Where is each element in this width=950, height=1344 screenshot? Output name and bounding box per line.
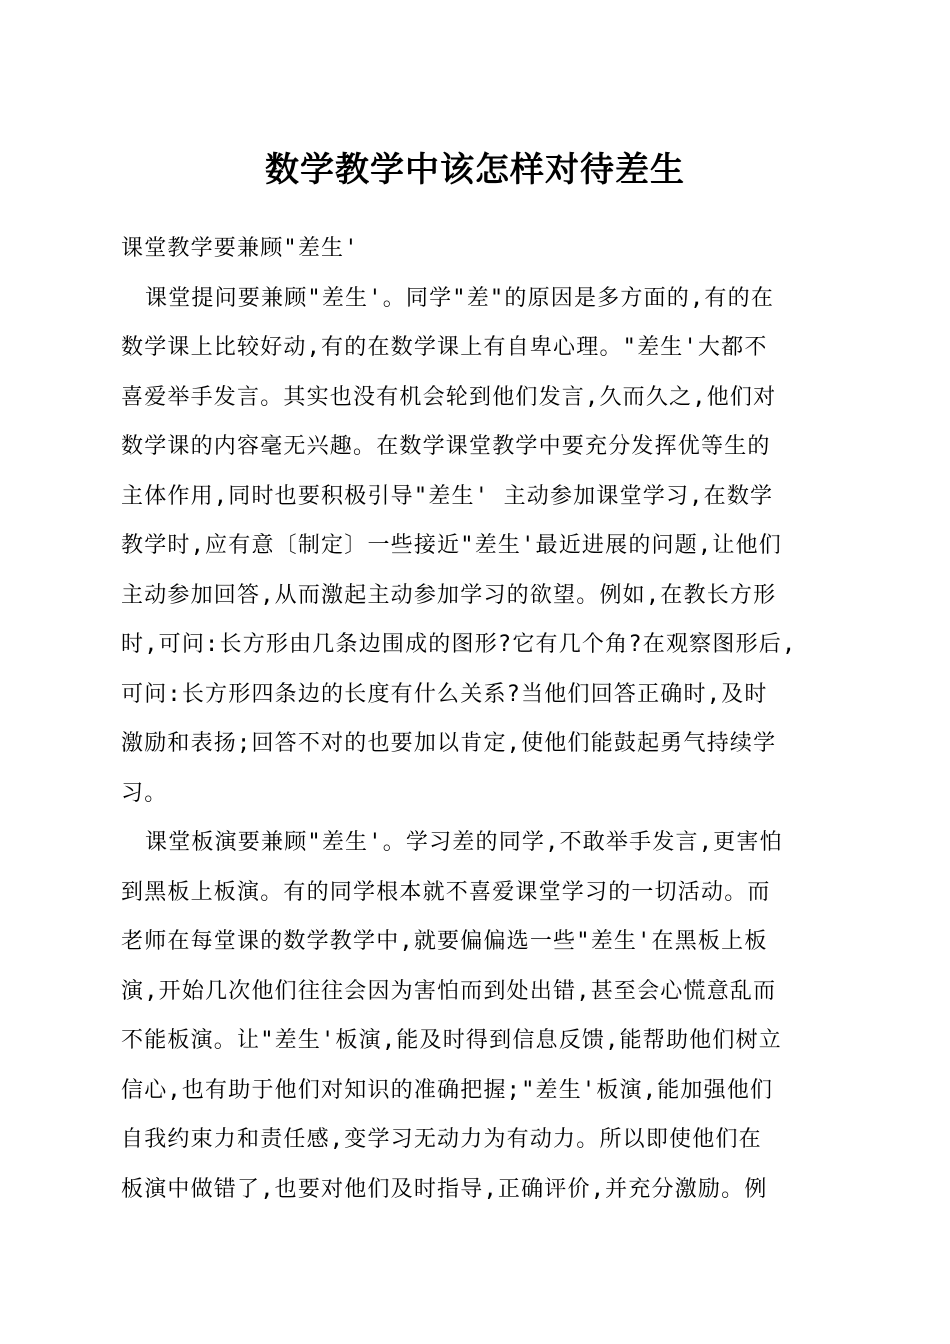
- paragraph-line: 老师在每堂课的数学教学中,就要偏偏选一些"差生'在黑板上板: [121, 929, 768, 954]
- paragraph-line: 教学时,应有意〔制定〕一些接近"差生'最近进展的问题,让他们: [121, 533, 782, 558]
- paragraph-line: 喜爱举手发言。其实也没有机会轮到他们发言,久而久之,他们对: [121, 384, 777, 410]
- paragraph-line: 自我约束力和责任感,变学习无动力为有动力。所以即使他们在: [121, 1127, 762, 1152]
- document-body: [121, 224, 836, 1214]
- paragraph-line: 主体作用,同时也要积极引导"差生' 主动参加课堂学习,在数学: [121, 483, 774, 509]
- paragraph-line: 习。: [121, 780, 168, 806]
- paragraph-line: 板演中做错了,也要对他们及时指导,正确评价,并充分激励。例: [121, 1176, 768, 1202]
- paragraph-line: 时,可问:长方形由几条边围成的图形?它有几个角?在观察图形后,: [121, 632, 797, 657]
- paragraph-line: 数学课的内容毫无兴趣。在数学课堂教学中要充分发挥优等生的: [121, 434, 771, 459]
- paragraph-line: 到黑板上板演。有的同学根本就不喜爱课堂学习的一切活动。而: [121, 879, 771, 905]
- section-heading: 课堂教学要兼顾"差生': [121, 236, 359, 261]
- paragraph-line: 不能板演。让"差生'板演,能及时得到信息反馈,能帮助他们树立: [121, 1028, 782, 1053]
- paragraph-line: 主动参加回答,从而激起主动参加学习的欲望。例如,在教长方形: [121, 582, 777, 608]
- paragraph-line: 数学课上比较好动,有的在数学课上有自卑心理。"差生'大都不: [121, 335, 768, 360]
- paragraph-line: 演,开始几次他们往往会因为害怕而到处出错,甚至会心慌意乱而: [121, 978, 777, 1004]
- paragraph-line: 课堂提问要兼顾"差生'。同学"差"的原因是多方面的,有的在: [145, 285, 775, 311]
- paragraph-blackboard: [121, 818, 836, 1214]
- document-title: 数学教学中该怎样对待差生: [265, 150, 685, 190]
- paragraph-line: 激励和表扬;回答不对的也要加以肯定,使他们能鼓起勇气持续学: [121, 731, 777, 756]
- paragraph-line: 信心,也有助于他们对知识的准确把握;"差生'板演,能加强他们: [121, 1077, 774, 1103]
- paragraph-line: 课堂板演要兼顾"差生'。学习差的同学,不敢举手发言,更害怕: [145, 830, 783, 855]
- paragraph-line: 可问:长方形四条边的长度有什么关系?当他们回答正确时,及时: [121, 681, 768, 707]
- paragraph-questioning: [121, 274, 836, 819]
